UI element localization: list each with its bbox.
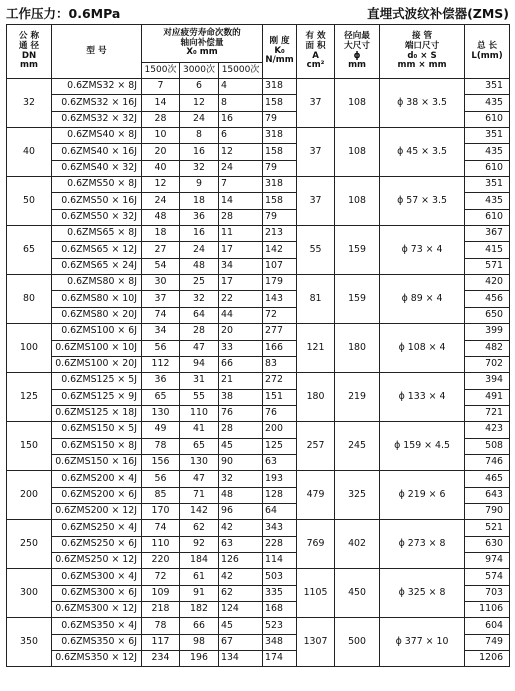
x3000-cell: 142 [180,503,219,519]
area-cell: 180 [297,373,335,422]
x3000-cell: 55 [180,389,219,405]
x3000-cell: 32 [180,160,219,176]
x3000-cell: 61 [180,569,219,585]
x1500-cell: 78 [142,438,180,454]
diameter-cell: 325 [335,471,380,520]
x3000-cell: 91 [180,585,219,601]
x1500-cell: 117 [142,634,180,650]
x3000-cell: 66 [180,618,219,634]
dn-cell: 32 [7,79,52,128]
model-cell: 0.6ZMS350 × 12J [52,651,142,667]
x1500-cell: 54 [142,258,180,274]
stiffness-cell: 200 [263,422,297,438]
diameter-cell: 108 [335,79,380,128]
table-row [7,79,510,95]
dn-cell: 250 [7,520,52,569]
length-cell: 435 [465,144,510,160]
model-cell: 0.6ZMS350 × 6J [52,634,142,650]
x1500-cell: 7 [142,79,180,95]
length-cell: 630 [465,536,510,552]
x1500-cell: 74 [142,520,180,536]
x1500-cell: 78 [142,618,180,634]
length-cell: 394 [465,373,510,389]
x3000-cell: 41 [180,422,219,438]
x15000-cell: 67 [219,634,263,650]
diameter-cell: 159 [335,275,380,324]
x15000-cell: 11 [219,226,263,242]
diameter-cell: 108 [335,177,380,226]
x3000-cell: 130 [180,454,219,470]
x1500-cell: 65 [142,389,180,405]
x1500-cell: 27 [142,242,180,258]
stiffness-cell: 72 [263,307,297,323]
x15000-cell: 42 [219,520,263,536]
diameter-cell: 180 [335,324,380,373]
x15000-cell: 134 [219,651,263,667]
x1500-cell: 30 [142,275,180,291]
x3000-cell: 62 [180,520,219,536]
dn-cell: 125 [7,373,52,422]
diameter-cell: 108 [335,128,380,177]
x1500-cell: 72 [142,569,180,585]
header-3000-cycles: 3000次 [180,63,219,79]
x3000-cell: 92 [180,536,219,552]
x15000-cell: 22 [219,291,263,307]
length-cell: 367 [465,226,510,242]
area-cell: 257 [297,422,335,471]
x15000-cell: 16 [219,111,263,127]
dn-cell: 300 [7,569,52,618]
length-cell: 1206 [465,651,510,667]
length-cell: 643 [465,487,510,503]
stiffness-cell: 143 [263,291,297,307]
working-pressure-label: 工作压力：0.6MPa [6,6,121,21]
x3000-cell: 24 [180,242,219,258]
x3000-cell: 64 [180,307,219,323]
model-cell: 0.6ZMS150 × 5J [52,422,142,438]
x1500-cell: 74 [142,307,180,323]
x1500-cell: 37 [142,291,180,307]
stiffness-cell: 348 [263,634,297,650]
area-cell: 1105 [297,569,335,618]
x15000-cell: 7 [219,177,263,193]
length-cell: 491 [465,389,510,405]
x3000-cell: 18 [180,193,219,209]
model-cell: 0.6ZMS65 × 24J [52,258,142,274]
x1500-cell: 112 [142,356,180,372]
length-cell: 435 [465,193,510,209]
model-cell: 0.6ZMS125 × 9J [52,389,142,405]
stiffness-cell: 335 [263,585,297,601]
header-pipe: 接 管 端口尺寸 d₀ × S mm × mm [380,25,465,79]
table-row [7,275,510,291]
stiffness-cell: 318 [263,177,297,193]
stiffness-cell: 277 [263,324,297,340]
page-header [6,2,509,24]
stiffness-cell: 318 [263,128,297,144]
x15000-cell: 62 [219,585,263,601]
x1500-cell: 85 [142,487,180,503]
header-15000-cycles: 15000次 [219,63,263,79]
x3000-cell: 12 [180,95,219,111]
stiffness-cell: 83 [263,356,297,372]
length-cell: 571 [465,258,510,274]
x1500-cell: 12 [142,177,180,193]
table-row [7,324,510,340]
x1500-cell: 40 [142,160,180,176]
dn-cell: 350 [7,618,52,667]
length-cell: 702 [465,356,510,372]
length-cell: 351 [465,128,510,144]
stiffness-cell: 166 [263,340,297,356]
stiffness-cell: 158 [263,95,297,111]
model-cell: 0.6ZMS350 × 4J [52,618,142,634]
compensator-spec-table [6,24,510,667]
model-cell: 0.6ZMS200 × 12J [52,503,142,519]
model-cell: 0.6ZMS125 × 18J [52,405,142,421]
x15000-cell: 21 [219,373,263,389]
diameter-cell: 159 [335,226,380,275]
header-diameter: 径向最 大尺寸 ϕ mm [335,25,380,79]
table-row [7,618,510,634]
x1500-cell: 36 [142,373,180,389]
model-cell: 0.6ZMS40 × 16J [52,144,142,160]
x15000-cell: 17 [219,242,263,258]
area-cell: 121 [297,324,335,373]
x1500-cell: 234 [142,651,180,667]
model-cell: 0.6ZMS250 × 6J [52,536,142,552]
area-cell: 37 [297,79,335,128]
model-cell: 0.6ZMS150 × 16J [52,454,142,470]
stiffness-cell: 228 [263,536,297,552]
diameter-cell: 219 [335,373,380,422]
stiffness-cell: 107 [263,258,297,274]
diameter-cell: 500 [335,618,380,667]
x1500-cell: 20 [142,144,180,160]
model-cell: 0.6ZMS100 × 6J [52,324,142,340]
pipe-cell: ϕ 38 × 3.5 [380,79,465,128]
x3000-cell: 196 [180,651,219,667]
x15000-cell: 44 [219,307,263,323]
x3000-cell: 36 [180,209,219,225]
length-cell: 610 [465,111,510,127]
stiffness-cell: 125 [263,438,297,454]
pipe-cell: ϕ 325 × 8 [380,569,465,618]
pipe-cell: ϕ 133 × 4 [380,373,465,422]
model-cell: 0.6ZMS40 × 32J [52,160,142,176]
dn-cell: 40 [7,128,52,177]
x3000-cell: 94 [180,356,219,372]
length-cell: 610 [465,209,510,225]
stiffness-cell: 523 [263,618,297,634]
x3000-cell: 25 [180,275,219,291]
x15000-cell: 17 [219,275,263,291]
x15000-cell: 126 [219,552,263,568]
x15000-cell: 34 [219,258,263,274]
area-cell: 55 [297,226,335,275]
x1500-cell: 10 [142,128,180,144]
pipe-cell: ϕ 273 × 8 [380,520,465,569]
x1500-cell: 218 [142,602,180,618]
model-cell: 0.6ZMS200 × 4J [52,471,142,487]
x3000-cell: 110 [180,405,219,421]
header-area: 有 效 面 积 A cm² [297,25,335,79]
model-cell: 0.6ZMS50 × 32J [52,209,142,225]
product-title: 直埋式波纹补偿器(ZMS) [367,6,509,21]
table-row [7,373,510,389]
length-cell: 351 [465,177,510,193]
table-row [7,128,510,144]
length-cell: 399 [465,324,510,340]
stiffness-cell: 128 [263,487,297,503]
stiffness-cell: 158 [263,193,297,209]
model-cell: 0.6ZMS32 × 32J [52,111,142,127]
stiffness-cell: 168 [263,602,297,618]
pipe-cell: ϕ 219 × 6 [380,471,465,520]
model-cell: 0.6ZMS40 × 8J [52,128,142,144]
stiffness-cell: 158 [263,144,297,160]
stiffness-cell: 179 [263,275,297,291]
x1500-cell: 56 [142,471,180,487]
stiffness-cell: 63 [263,454,297,470]
x3000-cell: 28 [180,324,219,340]
x1500-cell: 170 [142,503,180,519]
length-cell: 974 [465,552,510,568]
header-dn: 公 称 通 径 DN mm [7,25,52,79]
x3000-cell: 32 [180,291,219,307]
pipe-cell: ϕ 108 × 4 [380,324,465,373]
x15000-cell: 28 [219,422,263,438]
table-row [7,520,510,536]
header-length: 总 长 L(mm) [465,25,510,79]
x3000-cell: 47 [180,340,219,356]
x3000-cell: 31 [180,373,219,389]
length-cell: 423 [465,422,510,438]
table-body [7,79,510,667]
area-cell: 1307 [297,618,335,667]
model-cell: 0.6ZMS300 × 6J [52,585,142,601]
x15000-cell: 28 [219,209,263,225]
length-cell: 790 [465,503,510,519]
x3000-cell: 71 [180,487,219,503]
length-cell: 415 [465,242,510,258]
pipe-cell: ϕ 57 × 3.5 [380,177,465,226]
length-cell: 574 [465,569,510,585]
diameter-cell: 450 [335,569,380,618]
stiffness-cell: 272 [263,373,297,389]
x15000-cell: 4 [219,79,263,95]
length-cell: 610 [465,160,510,176]
pipe-cell: ϕ 377 × 10 [380,618,465,667]
length-cell: 420 [465,275,510,291]
model-cell: 0.6ZMS65 × 8J [52,226,142,242]
model-cell: 0.6ZMS32 × 16J [52,95,142,111]
x15000-cell: 14 [219,193,263,209]
length-cell: 465 [465,471,510,487]
x3000-cell: 48 [180,258,219,274]
x15000-cell: 8 [219,95,263,111]
stiffness-cell: 151 [263,389,297,405]
x1500-cell: 48 [142,209,180,225]
stiffness-cell: 79 [263,111,297,127]
model-cell: 0.6ZMS100 × 20J [52,356,142,372]
header-stiffness: 刚 度 K₀ N/mm [263,25,297,79]
dn-cell: 80 [7,275,52,324]
x3000-cell: 184 [180,552,219,568]
model-cell: 0.6ZMS200 × 6J [52,487,142,503]
stiffness-cell: 174 [263,651,297,667]
model-cell: 0.6ZMS300 × 12J [52,602,142,618]
length-cell: 650 [465,307,510,323]
x1500-cell: 18 [142,226,180,242]
length-cell: 703 [465,585,510,601]
x1500-cell: 14 [142,95,180,111]
table-row [7,569,510,585]
x15000-cell: 90 [219,454,263,470]
length-cell: 508 [465,438,510,454]
x15000-cell: 63 [219,536,263,552]
x15000-cell: 6 [219,128,263,144]
model-cell: 0.6ZMS125 × 5J [52,373,142,389]
length-cell: 456 [465,291,510,307]
x1500-cell: 109 [142,585,180,601]
stiffness-cell: 503 [263,569,297,585]
length-cell: 604 [465,618,510,634]
table-row [7,471,510,487]
table-row [7,422,510,438]
dn-cell: 150 [7,422,52,471]
length-cell: 746 [465,454,510,470]
stiffness-cell: 79 [263,209,297,225]
x1500-cell: 156 [142,454,180,470]
x1500-cell: 24 [142,193,180,209]
x3000-cell: 47 [180,471,219,487]
x15000-cell: 33 [219,340,263,356]
x1500-cell: 220 [142,552,180,568]
length-cell: 435 [465,95,510,111]
x15000-cell: 48 [219,487,263,503]
x1500-cell: 56 [142,340,180,356]
x15000-cell: 45 [219,438,263,454]
area-cell: 37 [297,128,335,177]
stiffness-cell: 114 [263,552,297,568]
x15000-cell: 32 [219,471,263,487]
model-cell: 0.6ZMS32 × 8J [52,79,142,95]
pipe-cell: ϕ 89 × 4 [380,275,465,324]
x1500-cell: 49 [142,422,180,438]
pipe-cell: ϕ 73 × 4 [380,226,465,275]
dn-cell: 200 [7,471,52,520]
stiffness-cell: 343 [263,520,297,536]
x1500-cell: 34 [142,324,180,340]
area-cell: 769 [297,520,335,569]
x1500-cell: 28 [142,111,180,127]
x3000-cell: 16 [180,226,219,242]
model-cell: 0.6ZMS50 × 8J [52,177,142,193]
x3000-cell: 65 [180,438,219,454]
x3000-cell: 24 [180,111,219,127]
stiffness-cell: 142 [263,242,297,258]
x3000-cell: 182 [180,602,219,618]
header-model: 型 号 [52,25,142,79]
model-cell: 0.6ZMS300 × 4J [52,569,142,585]
table-row [7,226,510,242]
dn-cell: 100 [7,324,52,373]
x15000-cell: 12 [219,144,263,160]
x15000-cell: 96 [219,503,263,519]
pipe-cell: ϕ 45 × 3.5 [380,128,465,177]
dn-cell: 65 [7,226,52,275]
area-cell: 37 [297,177,335,226]
length-cell: 749 [465,634,510,650]
model-cell: 0.6ZMS80 × 10J [52,291,142,307]
x3000-cell: 6 [180,79,219,95]
stiffness-cell: 76 [263,405,297,421]
x15000-cell: 76 [219,405,263,421]
table-row [7,177,510,193]
x15000-cell: 42 [219,569,263,585]
diameter-cell: 245 [335,422,380,471]
model-cell: 0.6ZMS80 × 20J [52,307,142,323]
dn-cell: 50 [7,177,52,226]
x1500-cell: 130 [142,405,180,421]
length-cell: 1106 [465,602,510,618]
x15000-cell: 24 [219,160,263,176]
x15000-cell: 45 [219,618,263,634]
model-cell: 0.6ZMS65 × 12J [52,242,142,258]
diameter-cell: 402 [335,520,380,569]
x15000-cell: 38 [219,389,263,405]
model-cell: 0.6ZMS50 × 16J [52,193,142,209]
x1500-cell: 110 [142,536,180,552]
stiffness-cell: 318 [263,79,297,95]
model-cell: 0.6ZMS250 × 4J [52,520,142,536]
length-cell: 482 [465,340,510,356]
length-cell: 521 [465,520,510,536]
length-cell: 351 [465,79,510,95]
x15000-cell: 66 [219,356,263,372]
model-cell: 0.6ZMS150 × 8J [52,438,142,454]
stiffness-cell: 64 [263,503,297,519]
area-cell: 479 [297,471,335,520]
stiffness-cell: 79 [263,160,297,176]
header-1500-cycles: 1500次 [142,63,180,79]
header-fatigue: 对应疲劳寿命次数的 轴向补偿量 X₀ mm [142,25,263,63]
stiffness-cell: 213 [263,226,297,242]
model-cell: 0.6ZMS80 × 8J [52,275,142,291]
x15000-cell: 124 [219,602,263,618]
x15000-cell: 20 [219,324,263,340]
stiffness-cell: 193 [263,471,297,487]
pipe-cell: ϕ 159 × 4.5 [380,422,465,471]
model-cell: 0.6ZMS100 × 10J [52,340,142,356]
x3000-cell: 16 [180,144,219,160]
area-cell: 81 [297,275,335,324]
model-cell: 0.6ZMS250 × 12J [52,552,142,568]
length-cell: 721 [465,405,510,421]
x3000-cell: 98 [180,634,219,650]
x3000-cell: 8 [180,128,219,144]
x3000-cell: 9 [180,177,219,193]
